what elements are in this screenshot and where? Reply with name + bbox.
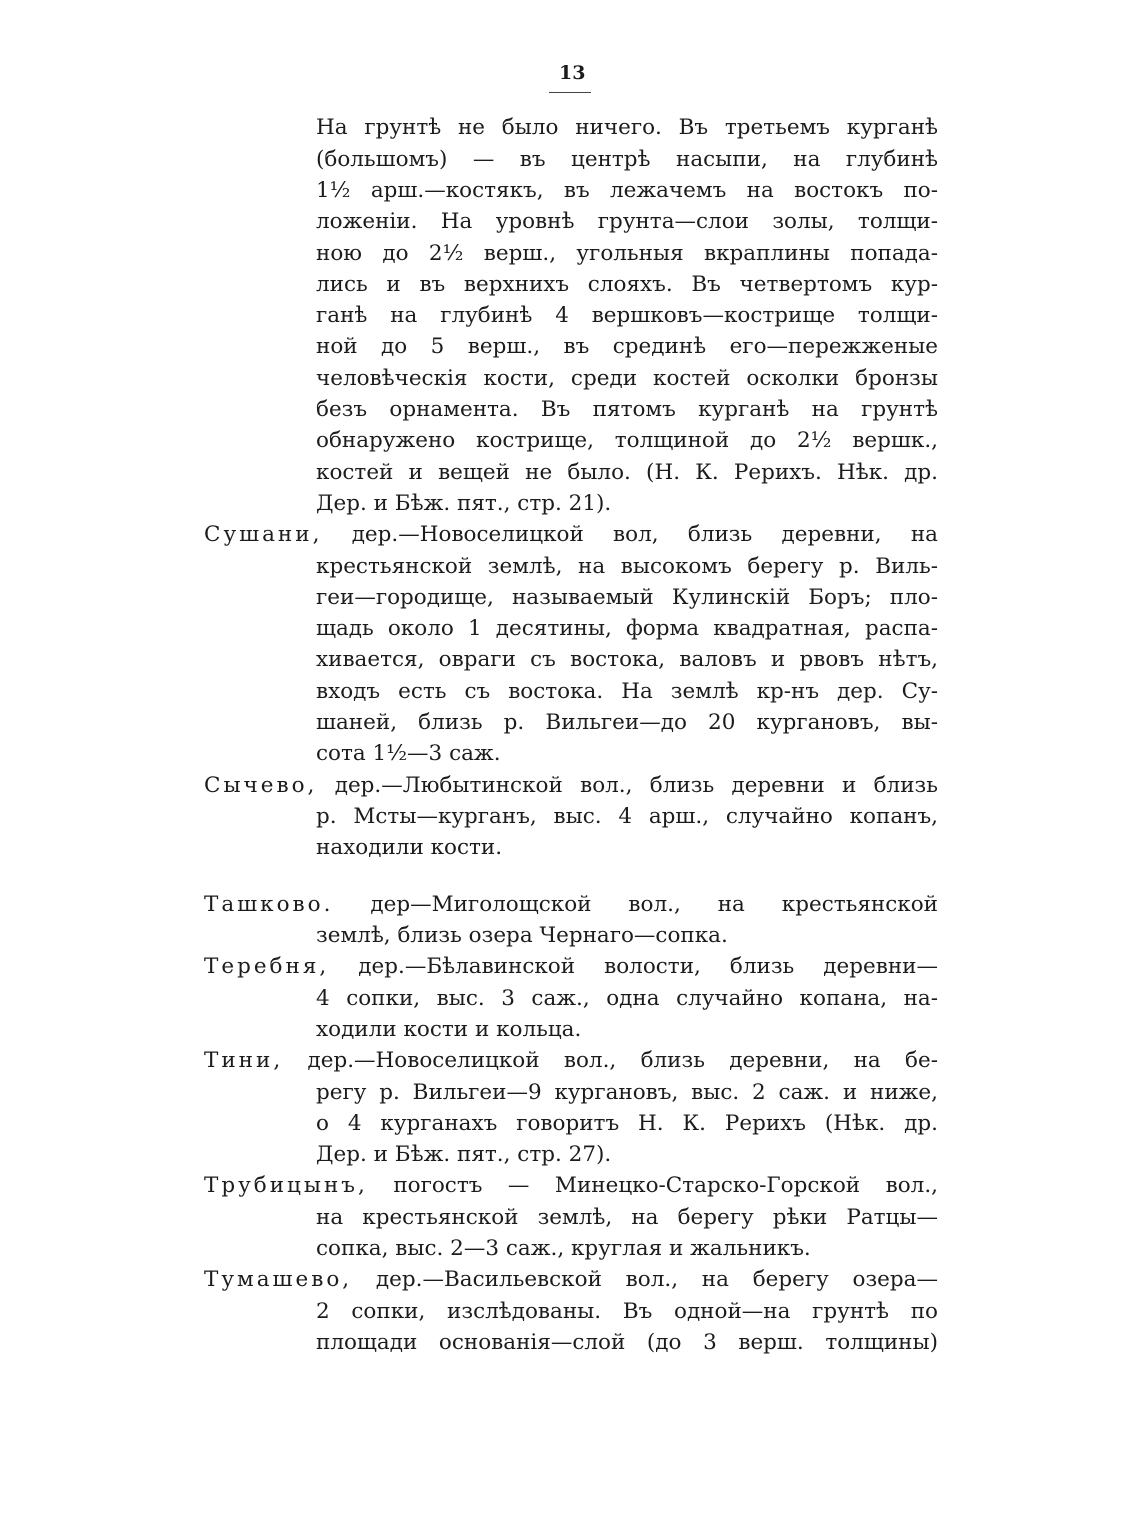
text-line: лись и въ верхнихъ слояхъ. Въ четвертомъ кур- xyxy=(316,272,938,297)
text-line: ной до 5 верш., въ срединѣ его—пережженые xyxy=(316,334,938,359)
text-line: регу р. Вильгеи—9 кургановъ, выс. 2 саж. и ниже, xyxy=(316,1080,938,1105)
entry-heading: Тумашево, xyxy=(204,1267,353,1292)
entry-line: Тумашево, дер.—Васильевской вол., на берегу озера— xyxy=(204,1267,938,1292)
entry-heading: Ташково. xyxy=(204,892,334,917)
entry-line: Теребня, дер.—Бѣлавинской волости, близь деревни— xyxy=(204,954,938,979)
text-line: площади основанія—слой (до 3 верш. толщины) xyxy=(316,1330,938,1355)
text-line: обнаружено кострище, толщиной до 2½ вершк., xyxy=(316,428,938,453)
page-number: 13 xyxy=(559,62,586,84)
text-line: (большомъ) — въ центрѣ насыпи, на глубинѣ xyxy=(316,147,938,172)
text-line: геи—городище, называемый Кулинскій Боръ; пло- xyxy=(316,585,938,610)
text-line: ною до 2½ верш., угольныя вкраплины попада- xyxy=(316,241,938,266)
text-line: землѣ, близь озера Чернаго—сопка. xyxy=(316,923,728,948)
text-line: Дер. и Бѣж. пят., стр. 27). xyxy=(316,1142,612,1167)
text-line: На грунтѣ не было ничего. Въ третьемъ курганѣ xyxy=(316,115,938,140)
text-line: 1½ арш.—костякъ, въ лежачемъ на востокъ по- xyxy=(316,178,938,203)
text-line: р. Мсты—курганъ, выс. 4 арш., случайно копанъ, xyxy=(316,804,938,829)
text-line: костей и вещей не было. (Н. К. Рерихъ. Нѣк. др. xyxy=(316,460,938,485)
entry-heading: Сушани, xyxy=(204,522,323,547)
text-line: Дер. и Бѣж. пят., стр. 21). xyxy=(316,491,612,516)
text-line: ложеніи. На уровнѣ грунта—слои золы, толщи- xyxy=(316,209,938,234)
text-line: щадь около 1 десятины, форма квадратная, распа- xyxy=(316,616,938,641)
entry-heading: Теребня, xyxy=(204,954,330,979)
entry-line: Тини, дер.—Новоселицкой вол., близь деревни, на бе- xyxy=(204,1048,938,1073)
text-line: шаней, близь р. Вильгеи—до 20 кургановъ, вы- xyxy=(316,710,938,735)
text-line: сопка, выс. 2—3 саж., круглая и жальникъ. xyxy=(316,1236,811,1261)
page-number-rule xyxy=(549,92,591,93)
text-line: 4 сопки, выс. 3 саж., одна случайно копана, на- xyxy=(316,986,938,1011)
entry-heading: Сычево, xyxy=(204,773,318,798)
text-line: находили кости. xyxy=(316,835,503,860)
entry-line: Трубицынъ, погостъ — Минецко-Старско-Горской вол., xyxy=(204,1173,938,1198)
entry-line: Сычево, дер.—Любытинской вол., близь деревни и близь xyxy=(204,773,938,798)
text-line: крестьянской землѣ, на высокомъ берегу р. Виль- xyxy=(316,554,938,579)
entry-heading: Трубицынъ, xyxy=(204,1173,368,1198)
entry-line: Ташково. дер—Миголощской вол., на крестьянской xyxy=(204,892,938,917)
text-line: о 4 курганахъ говоритъ Н. К. Рерихъ (Нѣк. др. xyxy=(316,1111,938,1136)
text-line: ходили кости и кольца. xyxy=(316,1017,582,1042)
entry-heading: Тини, xyxy=(204,1048,284,1073)
entry-line: Сушани, дер.—Новоселицкой вол, близь деревни, на xyxy=(204,522,938,547)
text-line: хивается, овраги съ востока, валовъ и рвовъ нѣтъ, xyxy=(316,647,938,672)
text-line: безъ орнамента. Въ пятомъ курганѣ на грунтѣ xyxy=(316,397,938,422)
text-line: ганѣ на глубинѣ 4 вершковъ—кострище толщи- xyxy=(316,303,938,328)
text-line: 2 сопки, изслѣдованы. Въ одной—на грунтѣ по xyxy=(316,1299,938,1324)
text-line: входъ есть съ востока. На землѣ кр-нъ дер. Су- xyxy=(316,679,938,704)
text-line: человѣческія кости, среди костей осколки бронзы xyxy=(316,366,938,391)
text-line: на крестьянской землѣ, на берегу рѣки Ратцы— xyxy=(316,1205,938,1230)
text-line: сота 1½—3 саж. xyxy=(316,741,501,766)
